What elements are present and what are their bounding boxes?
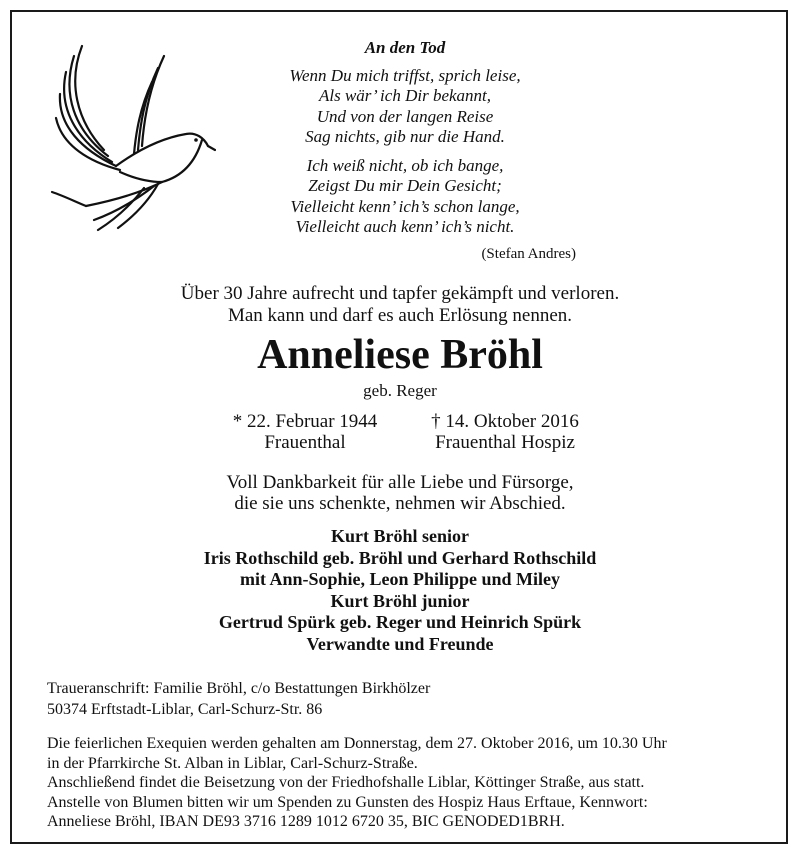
poem-author: (Stefan Andres) bbox=[481, 245, 576, 262]
intro-line: Über 30 Jahre aufrecht und tapfer gekämpft und verloren. bbox=[180, 283, 620, 304]
mourning-address bbox=[47, 678, 430, 720]
service-line: Anneliese Bröhl, IBAN DE93 3716 1289 1012 6720 35, BIC GENODED1BRH. bbox=[47, 813, 565, 831]
death-info bbox=[405, 411, 605, 453]
thanks-text bbox=[0, 472, 800, 514]
poem-line: Vielleicht auch kenn’ ich’s nicht. bbox=[295, 217, 515, 236]
intro-text bbox=[0, 283, 800, 327]
mourner: mit Ann-Sophie, Leon Philippe und Miley bbox=[239, 569, 561, 589]
deceased-name: Anneliese Bröhl bbox=[257, 332, 543, 378]
poem-line: Als wär’ ich Dir bekannt, bbox=[318, 86, 492, 105]
mourner: Gertrud Spürk geb. Reger und Heinrich Spürk bbox=[218, 612, 582, 632]
birth-date: * 22. Februar 1944 bbox=[232, 411, 378, 432]
poem-line: Sag nichts, gib nur die Hand. bbox=[305, 127, 505, 146]
poem-line: Zeigst Du mir Dein Gesicht; bbox=[308, 176, 502, 195]
mourner: Kurt Bröhl senior bbox=[331, 526, 469, 546]
dove-icon bbox=[46, 42, 216, 232]
address-line: 50374 Erftstadt-Liblar, Carl-Schurz-Str. 86 bbox=[47, 701, 323, 718]
address-line: Traueranschrift: Familie Bröhl, c/o Bestattungen Birkhölzer bbox=[47, 680, 431, 697]
birth-place: Frauenthal bbox=[264, 432, 346, 453]
poem-line: Und von der langen Reise bbox=[316, 106, 494, 126]
thanks-line: Voll Dankbarkeit für alle Liebe und Fürsorge, bbox=[226, 472, 574, 493]
service-line: in der Pfarrkirche St. Alban in Liblar, Carl-Schurz-Straße. bbox=[47, 754, 418, 772]
mourner: Iris Rothschild geb. Bröhl und Gerhard Rothschild bbox=[203, 547, 597, 568]
poem-line: Wenn Du mich triffst, sprich leise, bbox=[289, 65, 521, 85]
mourner: Kurt Bröhl junior bbox=[330, 590, 470, 611]
service-line: Anschließend findet die Beisetzung von der Friedhofshalle Liblar, Köttinger Straße, aus statt. bbox=[47, 774, 645, 792]
birth-info bbox=[205, 411, 405, 453]
poem-stanza-1 bbox=[230, 66, 580, 148]
poem-stanza-2 bbox=[230, 156, 580, 238]
poem bbox=[230, 38, 580, 264]
service-line: Anstelle von Blumen bitten wir um Spenden zu Gunsten des Hospiz Haus Erftaue, Kennwort: bbox=[47, 793, 648, 811]
born-name: geb. Reger bbox=[363, 381, 437, 400]
thanks-line: die sie uns schenkte, nehmen wir Abschied. bbox=[234, 493, 566, 514]
service-info bbox=[47, 734, 767, 832]
intro-line: Man kann und darf es auch Erlösung nennen. bbox=[227, 305, 572, 326]
mourner: Verwandte und Freunde bbox=[306, 633, 494, 654]
poem-line: Ich weiß nicht, ob ich bange, bbox=[306, 155, 504, 175]
poem-title: An den Tod bbox=[364, 38, 446, 57]
death-place: Frauenthal Hospiz bbox=[435, 432, 575, 453]
mourners-list bbox=[0, 526, 800, 655]
poem-line: Vielleicht kenn’ ich’s schon lange, bbox=[290, 196, 520, 216]
death-date: † 14. Oktober 2016 bbox=[431, 411, 579, 432]
service-line: Die feierlichen Exequien werden gehalten am Donnerstag, dem 27. Oktober 2016, um 10.30 Uhr bbox=[47, 735, 667, 752]
